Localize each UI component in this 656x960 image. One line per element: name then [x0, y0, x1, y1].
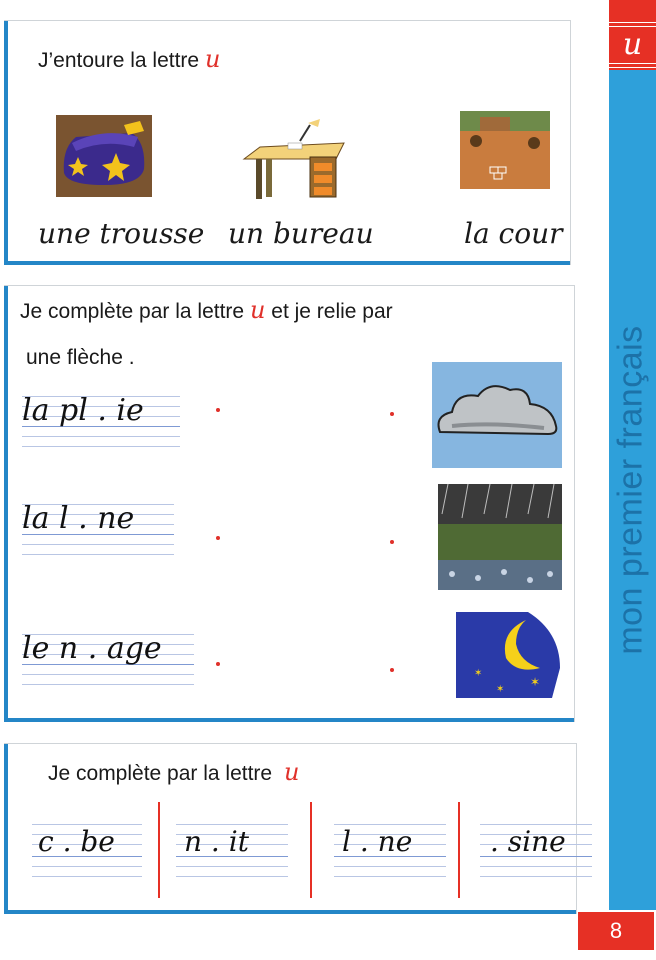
divider [310, 802, 312, 898]
writing-lines [32, 816, 142, 878]
schoolyard-icon [460, 111, 550, 191]
exercise-complete-and-link [4, 285, 575, 722]
writing-lines [176, 816, 288, 878]
pencil-case-icon [54, 113, 154, 199]
book-title: mon premier français [611, 325, 650, 655]
writing-lines [22, 496, 174, 558]
word-to-complete: c . be [38, 825, 115, 858]
word-la-cour: la cour [464, 217, 563, 250]
word-to-complete: la l . ne [22, 501, 135, 536]
exercise3-instruction: Je complète par la lettre u [48, 758, 300, 786]
writing-lines [480, 816, 592, 878]
link-dot[interactable] [216, 536, 220, 540]
word-to-complete: n . it [184, 825, 249, 858]
target-letter: u [283, 758, 300, 786]
tab-letter: u [622, 27, 643, 62]
writing-lines [334, 816, 446, 878]
word-une-trousse: une trousse [38, 217, 205, 250]
cloud-icon [432, 362, 562, 468]
rain-icon [438, 484, 562, 590]
svg-text:✶: ✶ [474, 668, 483, 679]
divider [458, 802, 460, 898]
word-to-complete: le n . age [22, 631, 162, 666]
letter-tab [609, 0, 656, 70]
writing-lines [22, 626, 194, 688]
target-letter: u [249, 296, 266, 324]
divider [158, 802, 160, 898]
word-un-bureau: un bureau [228, 217, 374, 250]
link-dot[interactable] [390, 412, 394, 416]
exercise-complete-letter [4, 743, 577, 914]
word-to-complete: l . ne [342, 825, 413, 858]
exercise2-instruction-line2: une flèche . [26, 346, 135, 369]
target-letter: u [204, 45, 221, 73]
page-number: 8 [578, 912, 654, 950]
desk-icon [240, 113, 348, 205]
moon-icon [456, 612, 564, 700]
word-to-complete: . sine [490, 825, 566, 858]
svg-text:✶: ✶ [530, 675, 541, 689]
link-dot[interactable] [216, 662, 220, 666]
exercise-circle-letter [4, 20, 571, 265]
exercise2-instruction: Je complète par la lettre u et je relie par [20, 296, 393, 324]
link-dot[interactable] [390, 668, 394, 672]
link-dot[interactable] [390, 540, 394, 544]
link-dot[interactable] [216, 408, 220, 412]
word-to-complete: la pl . ie [22, 393, 144, 428]
exercise1-instruction: J’entoure la lettre u [38, 45, 221, 73]
writing-lines [22, 388, 180, 450]
svg-text:✶: ✶ [496, 684, 505, 695]
